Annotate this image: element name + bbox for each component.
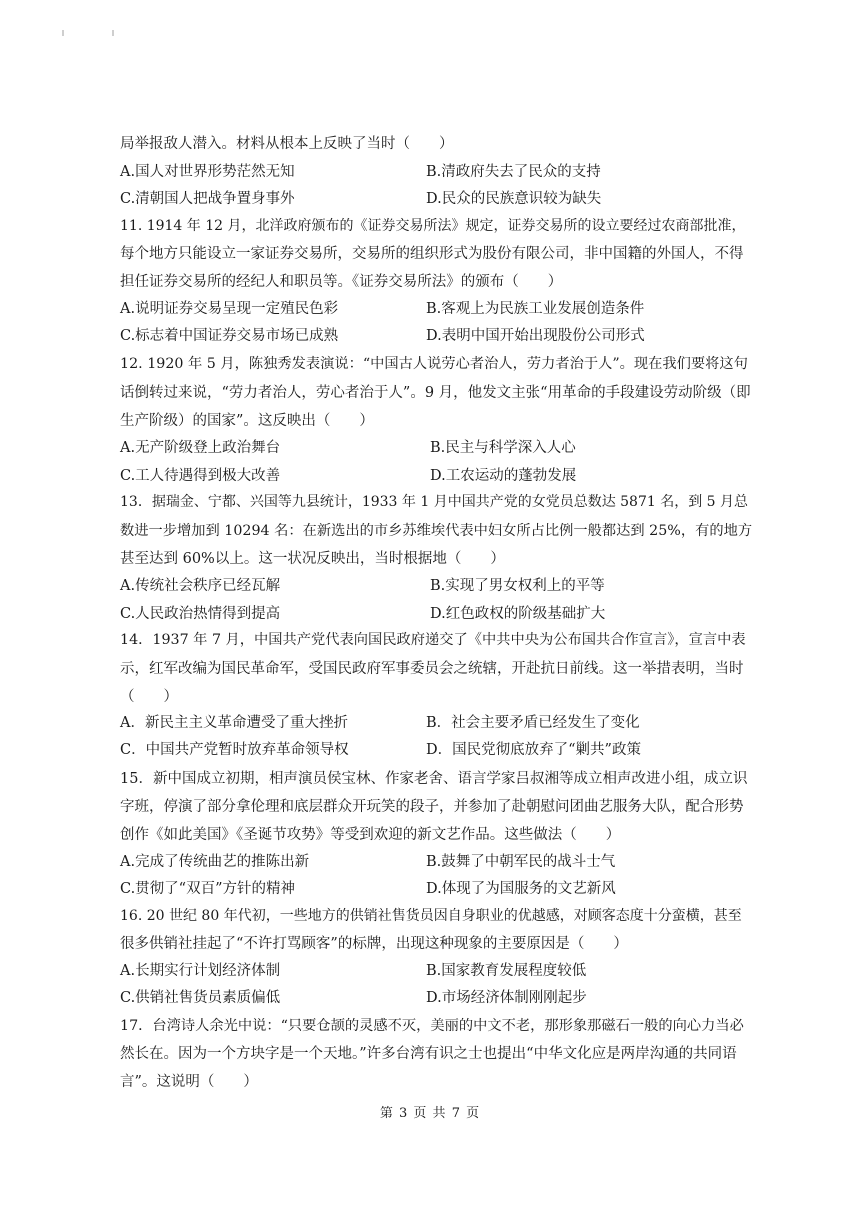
question-12-line: 话倒转过来说，“劳力者治人，劳心者治于人”。9 月，他发文主张“用革命的手段建设劳动阶级（即	[120, 385, 751, 401]
scan-mark	[112, 30, 114, 36]
option-a: A.国人对世界形势茫然无知	[120, 164, 295, 180]
option-d: D.工农运动的蓬勃发展	[430, 468, 577, 484]
option-c: C.清朝国人把战争置身事外	[120, 191, 295, 207]
option-a: A.传统社会秩序已经瓦解	[120, 578, 281, 594]
question-11-line: 11. 1914 年 12 月，北洋政府颁布的《证券交易所法》规定，证券交易所的设立要经过农商部批准，	[120, 218, 746, 234]
question-14-line: 示，红军改编为国民革命军，受国民政府军事委员会之统辖，开赴抗日前线。这一举措表明，当时	[120, 661, 744, 677]
option-c: C.供销社售货员素质偏低	[120, 990, 281, 1006]
question-11-line: 每个地方只能设立一家证券交易所，交易所的组织形式为股份有限公司，非中国籍的外国人，不得	[120, 246, 744, 262]
question-11-line: 担任证券交易所的经纪人和职员等。《证券交易所法》的颁布（ ）	[120, 274, 563, 290]
option-a: A.无产阶级登上政治舞台	[120, 440, 281, 456]
question-17-line: 然长在。因为一个方块字是一个天地。”许多台湾有识之士也提出“中华文化应是两岸沟通的共同语	[120, 1046, 737, 1062]
question-13-line: 甚至达到 60%以上。这一状况反映出，当时根据地（ ）	[120, 551, 505, 567]
question-15-line: 字班，停演了部分拿伦理和底层群众开玩笑的段子，并参加了赴朝慰问团曲艺服务大队，配合形势	[120, 799, 744, 815]
option-d: D．国民党彻底放弃了“剿共”政策	[426, 742, 641, 758]
question-15-line: 创作《如此美国》《圣诞节攻势》等受到欢迎的新文艺作品。这些做法（ ）	[120, 827, 621, 843]
option-d: D.体现了为国服务的文艺新风	[426, 881, 616, 897]
option-a: A.完成了传统曲艺的推陈出新	[120, 854, 310, 870]
page-number: 第 3 页 共 7 页	[379, 1106, 481, 1121]
option-b: B.客观上为民族工业发展创造条件	[426, 301, 645, 317]
question-14-line: （ ）	[120, 689, 178, 705]
question-12-line: 12. 1920 年 5 月，陈独秀发表演说：“中国古人说劳心者治人，劳力者治于人”。现在我们要将这句	[120, 356, 748, 372]
question-stem-line: 局举报敌人潜入。材料从根本上反映了当时（ ）	[120, 136, 454, 152]
option-c: C.标志着中国证券交易市场已成熟	[120, 328, 339, 344]
option-c: C.人民政治热情得到提高	[120, 606, 281, 622]
option-c: C．中国共产党暂时放弃革命领导权	[120, 742, 349, 758]
question-16-line: 很多供销社挂起了“不许打骂顾客”的标牌，出现这种现象的主要原因是（ ）	[120, 936, 628, 952]
option-d: D.红色政权的阶级基础扩大	[430, 606, 606, 622]
option-a: A．新民主主义革命遭受了重大挫折	[120, 715, 348, 731]
option-b: B.实现了男女权利上的平等	[430, 578, 605, 594]
option-b: B.鼓舞了中朝军民的战斗士气	[426, 854, 616, 870]
question-13-line: 数进一步增加到 10294 名：在新选出的市乡苏维埃代表中妇女所占比例一般都达到 25%，有的地方	[120, 523, 753, 539]
option-a: A.说明证券交易呈现一定殖民色彩	[120, 301, 339, 317]
option-b: B.民主与科学深入人心	[430, 440, 576, 456]
option-b: B．社会主要矛盾已经发生了变化	[426, 715, 640, 731]
option-d: D.民众的民族意识较为缺失	[426, 191, 602, 207]
option-b: B.清政府失去了民众的支持	[426, 164, 601, 180]
option-d: D.表明中国开始出现股份公司形式	[426, 328, 645, 344]
option-d: D.市场经济体制刚刚起步	[426, 990, 587, 1006]
option-c: C.工人待遇得到极大改善	[120, 468, 281, 484]
question-16-line: 16. 20 世纪 80 年代初，一些地方的供销社售货员因自身职业的优越感，对顾客态度十分蛮横，甚至	[120, 908, 742, 924]
option-a: A.长期实行计划经济体制	[120, 963, 281, 979]
question-15-line: 15．新中国成立初期，相声演员侯宝林、作家老舍、语言学家吕叔湘等成立相声改进小组，成立识	[120, 771, 748, 787]
scan-mark	[62, 30, 64, 36]
option-c: C.贯彻了“双百”方针的精神	[120, 881, 296, 897]
question-17-line: 言”。这说明（ ）	[120, 1074, 258, 1090]
question-14-line: 14．1937 年 7 月，中国共产党代表向国民政府递交了《中共中央为公布国共合作宣言》，宣言中表	[120, 632, 746, 648]
option-b: B.国家教育发展程度较低	[426, 963, 587, 979]
question-17-line: 17．台湾诗人余光中说：“只要仓颉的灵感不灭，美丽的中文不老，那形象那磁石一般的向心力当必	[120, 1018, 744, 1034]
question-12-line: 生产阶级）的国家”。这反映出（ ）	[120, 413, 374, 429]
question-13-line: 13．据瑞金、宁都、兴国等九县统计，1933 年 1 月中国共产党的女党员总数达 5871 名，到 5 月总	[120, 494, 749, 510]
